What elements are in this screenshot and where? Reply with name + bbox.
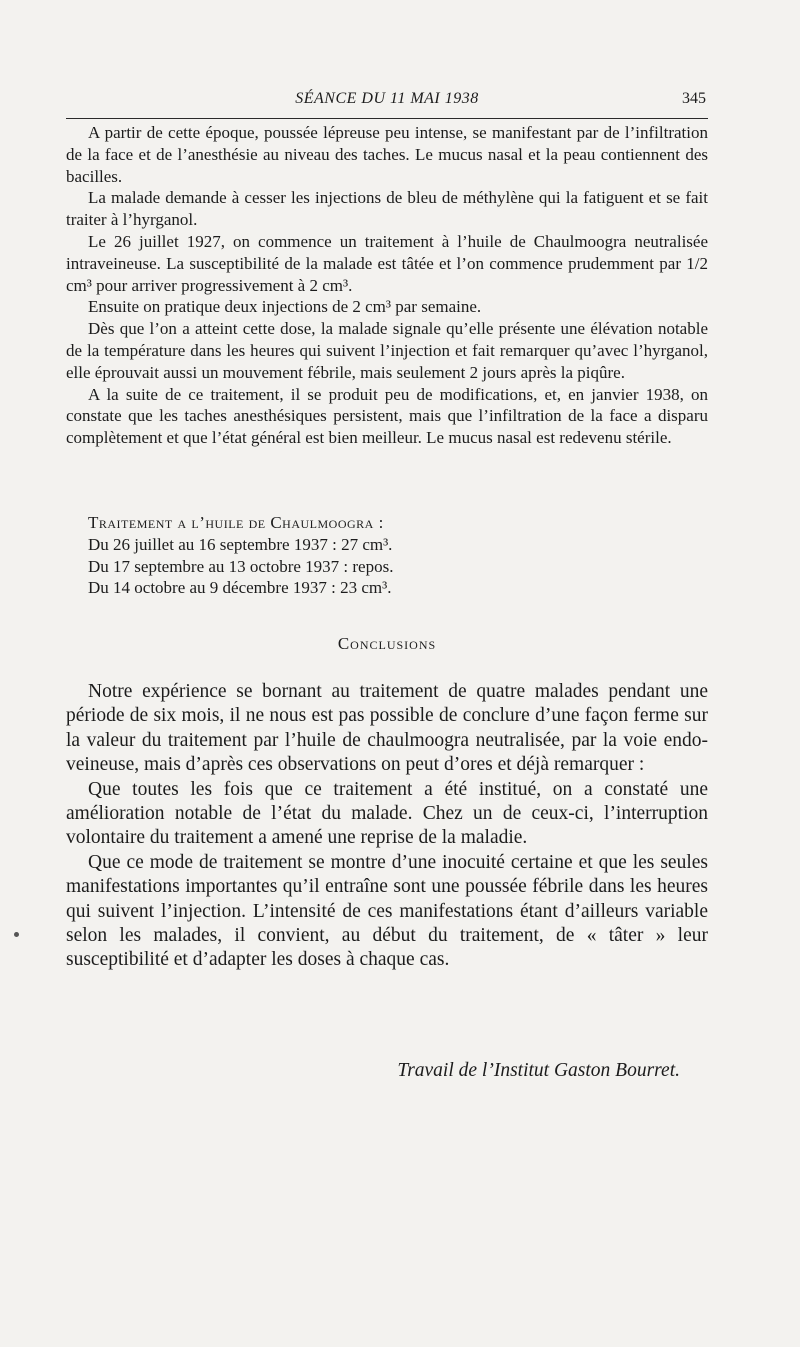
treatment-summary [88,512,708,599]
running-title: SÉANCE DU 11 MAI 1938 [295,90,479,107]
paragraph: Dès que l’on a atteint cette dose, la malade signale qu’elle présente une élévation notable de la température dans les heures qui suivent l’injection et fait remarquer qu’avec l’hyrganol, elle éprouvait aussi un mouvement fébrile, mais seulement 2 jours après la piqûre. [66,319,708,382]
conclusions-heading: Conclusions [337,634,437,653]
paragraph: Que toutes les fois que ce traitement a été institué, on a constaté une amélioration notable de l’état du malade. Chez un de ceux-ci, l’interruption volontaire du traitement a amené une reprise de la maladie. [66,778,708,849]
paragraph: A partir de cette époque, poussée lépreuse peu intense, se manifestant par de l’infiltration de la face et de l’anesthésie au niveau des taches. Le mucus nasal et la peau contiennent des bacilles. [66,123,708,186]
case-report-text [66,122,708,449]
paragraph: Le 26 juillet 1927, on commence un traitement à l’huile de Chaulmoogra neutralisée intraveineuse. La susceptibilité de la malade est tâtée et l’on commence prudemment par 1/2 cm³ pour arriver progressivement à 2 cm³. [66,231,708,295]
paragraph: La malade demande à cesser les injections de bleu de méthylène qui la fatiguent et se fait traiter à l’hyrganol. [66,188,708,230]
paragraph: A la suite de ce traitement, il se produit peu de modifications, et, en janvier 1938, on constate que les taches anesthésiques persistent, mais que l’infiltration de la face a disparu complètement et que l’état général est bien meilleur. Le mucus nasal est redevenu stérile. [66,384,708,448]
conclusions-text [66,680,708,973]
scan-dot [14,932,19,937]
paragraph: Notre expérience se bornant au traitement de quatre malades pendant une période de six mois, il ne nous est pas possible de conclure d’une façon ferme sur la valeur du traitement par l’huile de chaulmoogra neutralisée, par la voie endo-veineuse, mais d’après ces observations on peut d’ores et déjà remarquer : [66,681,708,776]
page-header [66,90,708,114]
header-rule [66,118,708,119]
institution-signature: Travail de l’Institut Gaston Bourret. [397,1060,680,1081]
treatment-line: Du 14 octobre au 9 décembre 1937 : 23 cm³. [88,578,392,598]
treatment-line: Du 17 septembre au 13 octobre 1937 : repos. [88,556,394,576]
paragraph: Que ce mode de traitement se montre d’une inocuité certaine et que les seules manifestations importantes qu’il entraîne sont une poussée fébrile dans les heures qui suivent l’injection. L’intensité de ces manifestations étant d’ailleurs variable selon les malades, il convient, au début du traitement, de « tâter » leur susceptibilité et d’adapter les doses à chaque cas. [66,851,708,971]
treatment-title: Traitement a l’huile de Chaulmoogra : [88,513,384,532]
paragraph: Ensuite on pratique deux injections de 2 cm³ par semaine. [88,297,482,317]
treatment-line: Du 26 juillet au 16 septembre 1937 : 27 cm³. [88,534,393,554]
page-number: 345 [682,90,706,107]
